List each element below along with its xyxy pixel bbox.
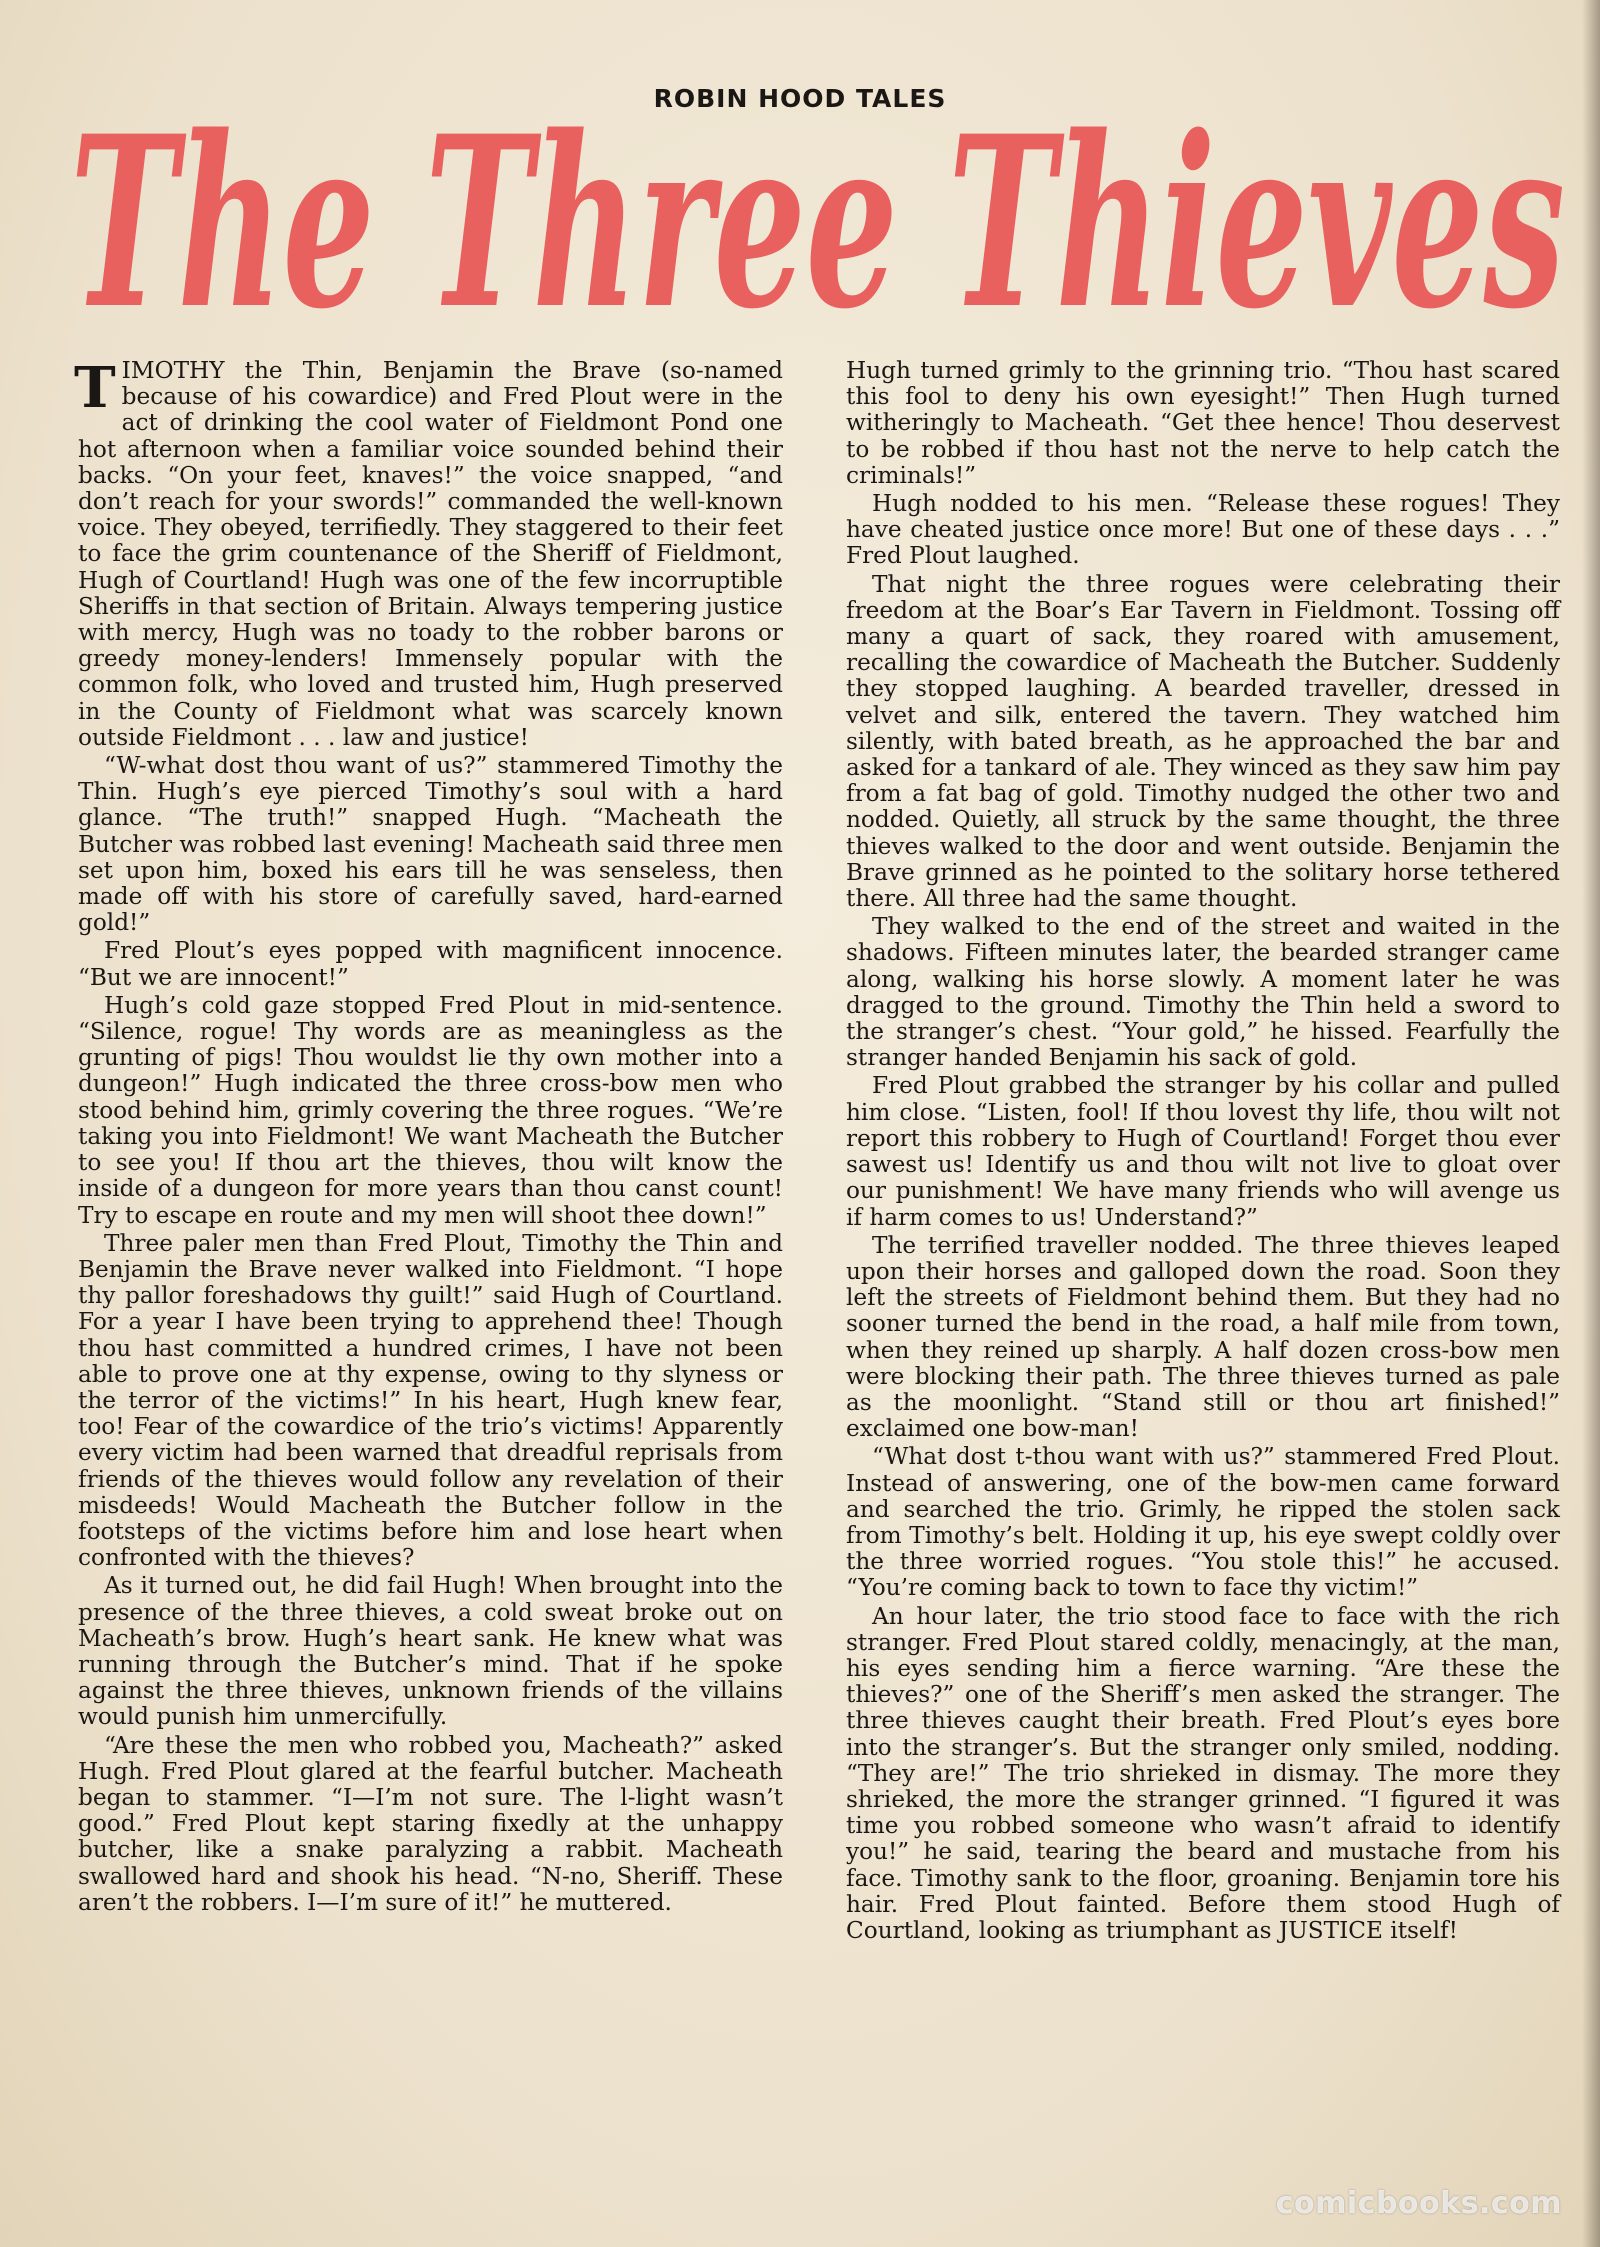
paragraph: Hugh’s cold gaze stopped Fred Plout in mid-sentence. “Silence, rogue! Thy words are as meaningless as the grunting of pigs! Thou wouldst lie thy own mother into a dungeon!” Hugh indicated the three cross-bow men who stood behind him, grimly covering the three rogues. “We’re taking you into Fieldmont! We want Macheath the Butcher to see you! If thou art the thieves, thou wilt know the inside of a dungeon for more years than thou canst count! Try to escape en route and my men will shoot thee down!” [78,991,783,1229]
paragraph: Fred Plout’s eyes popped with magnificent innocence. “But we are innocent!” [78,937,783,991]
paragraph: Hugh nodded to his men. “Release these rogues! They have cheated justice once more! But one of these days . . .” Fred Plout laughed. [846,490,1560,570]
watermark-logo: comicbooks.com [1275,2186,1562,2221]
paragraph: “Are these the men who robbed you, Macheath?” asked Hugh. Fred Plout glared at the fearful butcher. Macheath began to stammer. “I—I’m not sure. The l-light wasn’t good.” Fred Plout kept staring fixedly at the unhappy butcher, like a snake paralyzing a rabbit. Macheath swallowed hard and shook his head. “N-no, Sheriff. These aren’t the robbers. I—I’m sure of it!” he muttered. [78,1731,783,1916]
drop-cap: T [74,355,116,421]
paragraph: The terrified traveller nodded. The three thieves leaped upon their horses and galloped down the road. Soon they left the streets of Fieldmont behind them. But they had no sooner turned the bend in the road, a half mile from town, when they reined up sharply. A half dozen cross-bow men were blocking their path. The three thieves turned as pale as the moonlight. “Stand still or thou art finished!” exclaimed one bow-man! [846,1231,1560,1443]
paragraph: As it turned out, he did fail Hugh! When brought into the presence of the three thieves, a cold sweat broke out on Macheath’s brow. Hugh’s heart sank. He knew what was running through the Butcher’s mind. That if he spoke against the three thieves, unknown friends of the villains would punish him unmercifully. [78,1572,783,1731]
paragraph: That night the three rogues were celebrating their freedom at the Boar’s Ear Tavern in Fieldmont. Tossing off many a quart of sack, they roared with amusement, recalling the cowardice of Macheath the Butcher. Suddenly they stopped laughing. A bearded traveller, dressed in velvet and silk, entered the tavern. They watched him silently, with bated breath, as he approached the bar and asked for a tankard of ale. They winced as they saw him pay from a fat bag of gold. Timothy nudged the other two and nodded. Quietly, all struck by the same thought, the three thieves walked to the door and went outside. Benjamin the Brave grinned as he pointed to the solitary horse tethered there. All three had the same thought. [846,570,1560,913]
paragraph: They walked to the end of the street and waited in the shadows. Fifteen minutes later, the bearded stranger came along, walking his horse slowly. A moment later he was dragged to the ground. Timothy the Thin held a sword to the stranger’s chest. “Your gold,” he hissed. Fearfully the stranger handed Benjamin his sack of gold. [846,913,1560,1072]
paragraph: Hugh turned grimly to the grinning trio. “Thou hast scared this fool to deny his own eyesight!” Then Hugh turned witheringly to Macheath. “Get thee hence! Thou deservest to be robbed if thou hast not the nerve to help catch the criminals!” [846,357,1560,489]
paragraph: TIMOTHY the Thin, Benjamin the Brave (so-named because of his cowardice) and Fred Plout were in the act of drinking the cool water of Fieldmont Pond one hot afternoon when a familiar voice sounded behind their backs. “On your feet, knaves!” the voice snapped, “and don’t reach for your swords!” commanded the well-known voice. They obeyed, terrifiedly. They staggered to their feet to face the grim countenance of the Sheriff of Fieldmont, Hugh of Courtland! Hugh was one of the few incorruptible Sheriffs in that section of Britain. Always tempering justice with mercy, Hugh was no toady to the robber barons or greedy money-lenders! Immensely popular with the common folk, who loved and trusted him, Hugh preserved in the County of Fieldmont what was scarcely known outside Fieldmont . . . law and justice! [74,355,783,751]
story-title [70,100,1570,350]
paragraph: An hour later, the trio stood face to face with the rich stranger. Fred Plout stared coldly, menacingly, at the man, his eyes sending him a fierce warning. “Are these the thieves?” one of the Sheriff’s men asked the stranger. The three thieves caught their breath. Fred Plout’s eyes bore into the stranger’s. But the stranger only smiled, nodding. “They are!” The trio shrieked in dismay. The more they shrieked, the more the stranger grinned. “I figured it was time you robbed someone who wasn’t afraid to identify you!” he said, tearing the beard and mustache from his face. Timothy sank to the floor, groaning. Benjamin tore his hair. Fred Plout fainted. Before them stood Hugh of Courtland, looking as triumphant as JUSTICE itself! [846,1602,1560,1944]
paragraph: “What dost t-thou want with us?” stammered Fred Plout. Instead of answering, one of the bow-men came forward and searched the trio. Grimly, he ripped the stolen sack from Timothy’s belt. Holding it up, his eye swept coldly over the three worried rogues. “You stole this!” he accused. “You’re coming back to town to face thy victim!” [846,1443,1560,1602]
paragraph: Three paler men than Fred Plout, Timothy the Thin and Benjamin the Brave never walked into Fieldmont. “I hope thy pallor foreshadows thy guilt!” said Hugh of Courtland. For a year I have been trying to apprehend thee! Though thou hast committed a hundred crimes, I have not been able to prove one at thy expense, owing to thy slyness or the terror of the victims!” In his heart, Hugh knew fear, too! Fear of the cowardice of the trio’s victims! Apparently every victim had been warned that dreadful reprisals from friends of the thieves would follow any revelation of their misdeeds! Would Macheath the Butcher follow in the footsteps of the victims before him and lose heart when confronted with the thieves? [78,1229,783,1572]
story-title-graphic [70,100,1570,350]
series-header: ROBIN HOOD TALES [653,84,947,113]
paragraph: Fred Plout grabbed the stranger by his collar and pulled him close. “Listen, fool! If thou lovest thy life, thou wilt not report this robbery to Hugh of Courtland! Forget thou ever sawest us! Identify us and thou wilt not live to gloat over our punishment! We have many friends who will avenge us if harm comes to us! Understand?” [846,1072,1560,1231]
page-edge-shadow [1582,0,1600,2247]
paragraph: “W-what dost thou want of us?” stammered Timothy the Thin. Hugh’s eye pierced Timothy’s soul with a hard glance. “The truth!” snapped Hugh. “Macheath the Butcher was robbed last evening! Macheath said three men set upon him, boxed his ears till he was senseless, then made off with his store of carefully saved, hard-earned gold!” [78,752,783,937]
story-title-text: The Three Thieves [70,100,1565,350]
left-column [74,355,783,1918]
right-column [846,358,1560,1946]
